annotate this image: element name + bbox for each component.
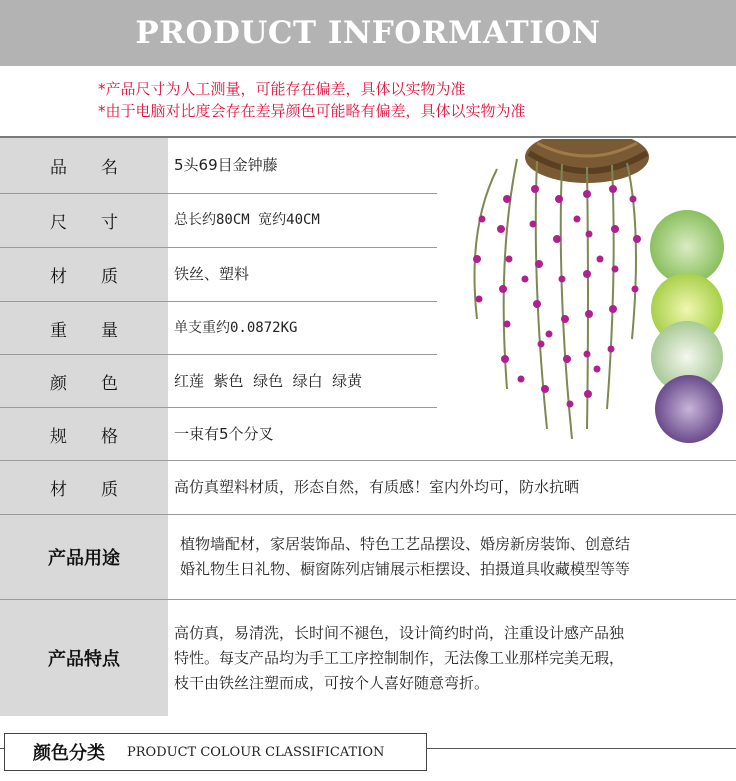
features-line: 高仿真，易清洗，长时间不褪色，设计简约时尚，注重设计感产品独 bbox=[174, 623, 625, 642]
features-line: 枝干由铁丝注塑而成，可按个人喜好随意弯折。 bbox=[174, 673, 490, 692]
spec-label: 重 量 bbox=[0, 302, 168, 354]
spec-value bbox=[174, 600, 624, 716]
spec-label: 材 质 bbox=[0, 248, 168, 301]
header-banner bbox=[0, 0, 736, 66]
swatch-green bbox=[650, 210, 724, 284]
product-photo bbox=[437, 139, 736, 444]
spec-value: 单支重约0.0872KG bbox=[174, 319, 298, 336]
features-line: 特性。每支产品均为手工工序控制制作，无法像工业那样完美无瑕， bbox=[174, 648, 625, 667]
spec-label: 尺 寸 bbox=[0, 194, 168, 247]
spec-label: 品 名 bbox=[0, 138, 168, 193]
spec-label: 材 质 bbox=[0, 461, 168, 514]
spec-row-usage bbox=[0, 515, 736, 600]
spec-value: 5头69目金钟藤 bbox=[174, 156, 278, 174]
swatch-purple bbox=[655, 375, 723, 443]
spec-value: 铁丝、塑料 bbox=[174, 265, 250, 283]
note-measurement: *产品尺寸为人工测量，可能存在偏差，具体以实物为准 bbox=[98, 80, 466, 98]
spec-label: 产品用途 bbox=[0, 515, 168, 599]
spec-row-features bbox=[0, 600, 736, 716]
spec-label: 规 格 bbox=[0, 408, 168, 460]
spec-label: 颜 色 bbox=[0, 355, 168, 407]
spec-value: 一束有5个分叉 bbox=[174, 424, 274, 443]
usage-line: 植物墙配材，家居装饰品、特色工艺品摆设、婚房新房装饰、创意结 bbox=[180, 535, 631, 553]
spec-value: 高仿真塑料材质，形态自然，有质感！室内外均可，防水抗晒 bbox=[174, 478, 580, 496]
spec-label: 产品特点 bbox=[0, 600, 168, 716]
usage-line: 婚礼物生日礼物、橱窗陈列店铺展示柜摆设、拍摄道具收藏模型等等 bbox=[180, 560, 631, 578]
footer-title-en: PRODUCT COLOUR CLASSIFICATION bbox=[127, 744, 385, 760]
spec-row-texture bbox=[0, 461, 736, 515]
notes bbox=[98, 78, 526, 122]
note-color: *由于电脑对比度会存在差异颜色可能略有偏差，具体以实物为准 bbox=[98, 102, 526, 120]
spec-value: 总长约80CM 宽约40CM bbox=[174, 212, 320, 228]
footer-title-cn: 颜色分类 bbox=[33, 743, 105, 764]
hanging-vine-image bbox=[437, 139, 736, 444]
banner-title: PRODUCT INFORMATION bbox=[135, 15, 601, 51]
spec-value bbox=[180, 515, 630, 599]
spec-value: 红莲 紫色 绿色 绿白 绿黄 bbox=[174, 371, 363, 390]
color-classification-header bbox=[4, 733, 427, 771]
